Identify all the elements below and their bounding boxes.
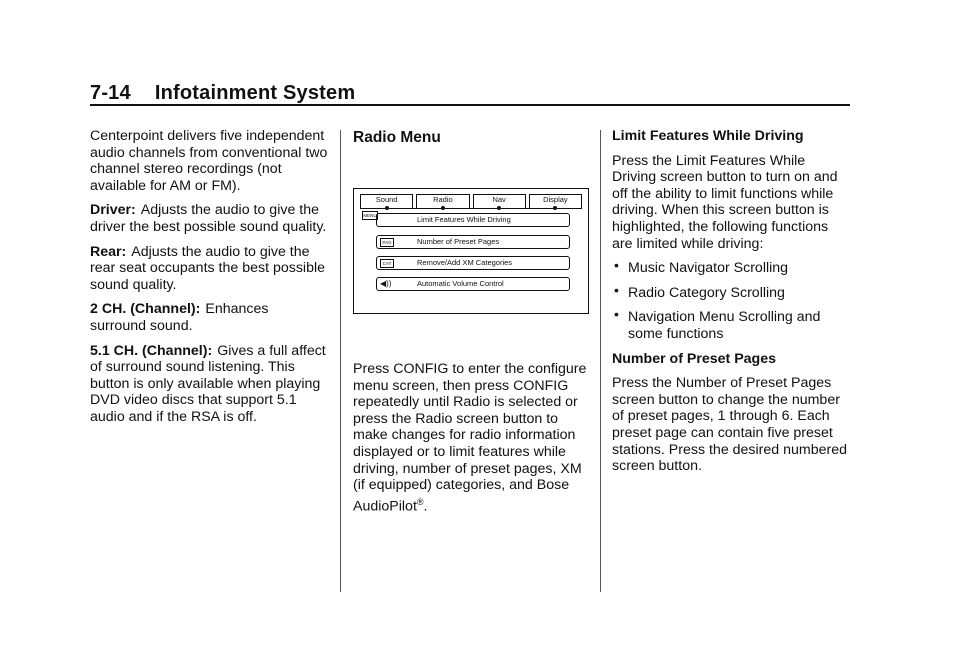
chapter-title: Infotainment System [154, 82, 356, 104]
screen-tab-radio: Radio [416, 194, 469, 208]
section-title-radio-menu: Radio Menu [353, 129, 441, 146]
screen-tab-display: Display [529, 194, 582, 208]
desc-driver: Adjusts the audio to give the driver the best possible sound quality. [90, 202, 327, 235]
desc-51ch: Gives a full affect of surround sound listening. This button is only available when playing DVD video discs that support 5.1 audio and if the RSA is off. [90, 342, 326, 425]
preset-pages-icon: PAG [380, 238, 394, 247]
radio-menu-paragraph: Press CONFIG to enter the configure menu screen, then press CONFIG repeatedly until Radio is selected or press the Radio screen button to make changes for radio information displayed or to limit features while driving, number of preset pages, XM (if equipped) categories, and Bose AudioPilot®. [353, 361, 587, 515]
definition-51ch [90, 343, 328, 426]
desc-2ch: Enhances surround sound. [90, 301, 269, 334]
heading-limit-features: Limit Features While Driving [612, 128, 804, 144]
page-header [90, 82, 850, 105]
header-rule [90, 104, 850, 106]
intro-paragraph: Centerpoint delivers five independent audio channels from conventional two channel stereo recordings (not available for AM or FM). [90, 128, 328, 194]
screen-tabs [360, 194, 582, 208]
column-right [612, 128, 852, 483]
speaker-icon: ◀)) [380, 279, 392, 288]
screen-option-volume-control: ◀)) Automatic Volume Control [376, 277, 570, 291]
definition-rear [90, 244, 328, 294]
list-item: • Music Navigator Scrolling [612, 260, 852, 277]
preset-pages-paragraph: Press the Number of Preset Pages screen button to change the number of preset pages, 1 through 6. Each preset page can contain five preset stations. Press the desired numbered screen button. [612, 375, 848, 475]
limited-functions-list [612, 260, 852, 342]
term-rear: Rear: [90, 243, 127, 260]
column-divider-right [600, 130, 601, 592]
radio-menu-screen-illustration [353, 188, 589, 314]
screen-tab-nav: Nav [473, 194, 526, 208]
screen-tabs-rule [360, 208, 582, 209]
definition-2ch [90, 301, 328, 334]
column-left [90, 128, 328, 434]
menu-tag-icon: MENU [363, 213, 377, 218]
screen-option-preset-pages: PAG Number of Preset Pages [376, 235, 570, 249]
desc-rear: Adjusts the audio to give the rear seat occupants the best possible sound quality. [90, 243, 326, 293]
limit-features-paragraph: Press the Limit Features While Driving screen button to turn on and off the ability to limit functions while driving. When this screen button is highlighted, the following functions are limited while driving: [612, 152, 838, 252]
screen-option-xm-categories: CAT Remove/Add XM Categories [376, 256, 570, 270]
page-number: 7-14 [90, 82, 131, 104]
screen-tab-sound: Sound [360, 194, 413, 208]
term-2ch: 2 CH. (Channel): [90, 301, 201, 318]
list-item: • Radio Category Scrolling [612, 285, 852, 302]
heading-preset-pages: Number of Preset Pages [612, 350, 777, 367]
column-divider-left [340, 130, 341, 592]
screen-option-limit-features: Limit Features While Driving [376, 213, 570, 227]
registered-mark: ® [416, 496, 424, 507]
column-middle [353, 128, 591, 523]
definition-driver [90, 202, 328, 235]
term-driver: Driver: [90, 202, 136, 219]
list-item: • Navigation Menu Scrolling and some functions [612, 309, 852, 342]
term-51ch: 5.1 CH. (Channel): [90, 342, 213, 359]
category-icon: CAT [380, 259, 394, 268]
